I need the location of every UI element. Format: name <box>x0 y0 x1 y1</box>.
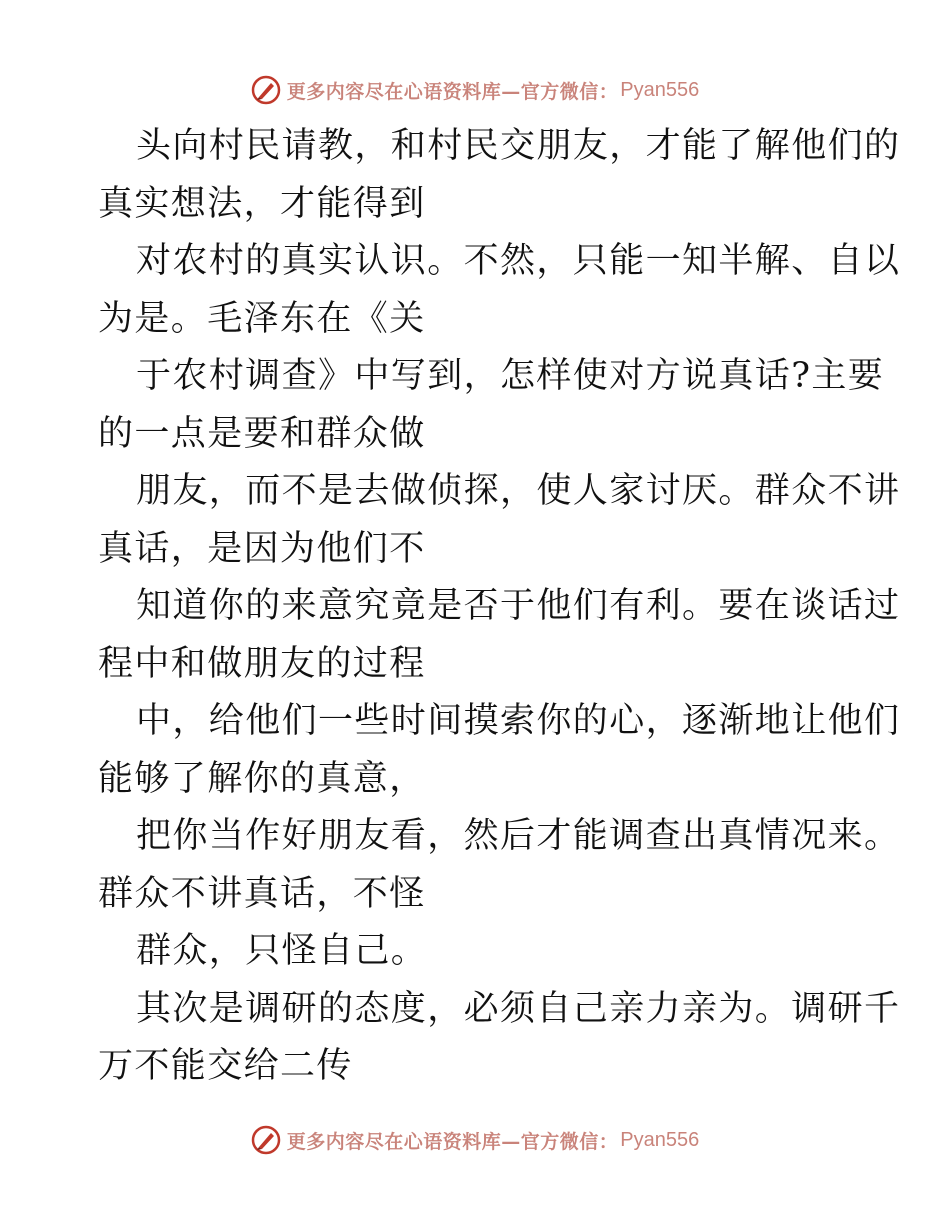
text-line: 朋友，而不是去做侦探，使人家讨厌。群众不讲 <box>136 471 901 511</box>
text-line: 对农村的真实认识。不然，只能一知半解、自以 <box>136 241 901 281</box>
text-line: 头向村民请教，和村民交朋友，才能了解他们的 <box>136 126 901 166</box>
text-line: 的一点是要和群众做 <box>98 413 426 454</box>
text-line: 把你当作好朋友看，然后才能调查出真情况来。 <box>136 816 901 856</box>
text-line: 于农村调查》中写到，怎样使对方说真话?主要 <box>136 356 885 396</box>
document-body <box>98 118 901 1096</box>
header-watermark <box>0 70 950 110</box>
pen-logo-icon <box>251 75 281 105</box>
watermark-text: 更多内容尽在心语资料库—官方微信： <box>286 1130 619 1153</box>
watermark-id: Pyan556 <box>620 78 700 101</box>
text-line: 群众不讲真话，不怪 <box>98 873 426 914</box>
text-line: 中，给他们一些时间摸索你的心，逐渐地让他们 <box>136 701 901 741</box>
text-line: 群众，只怪自己。 <box>136 931 428 971</box>
text-line: 能够了解你的真意， <box>98 758 426 799</box>
text-line: 程中和做朋友的过程 <box>98 643 426 684</box>
text-line: 为是。毛泽东在《关 <box>98 298 426 339</box>
text-line: 真话，是因为他们不 <box>98 528 426 569</box>
text-line: 其次是调研的态度，必须自己亲力亲为。调研千 <box>136 988 901 1029</box>
text-line: 真实想法，才能得到 <box>98 183 426 224</box>
watermark-text: 更多内容尽在心语资料库—官方微信： <box>286 80 619 103</box>
text-line: 知道你的来意究竟是否于他们有利。要在谈话过 <box>136 586 901 626</box>
watermark-id: Pyan556 <box>620 1128 700 1151</box>
footer-watermark <box>0 1120 950 1160</box>
pen-logo-icon <box>251 1125 281 1155</box>
text-line: 万不能交给二传 <box>98 1046 353 1086</box>
